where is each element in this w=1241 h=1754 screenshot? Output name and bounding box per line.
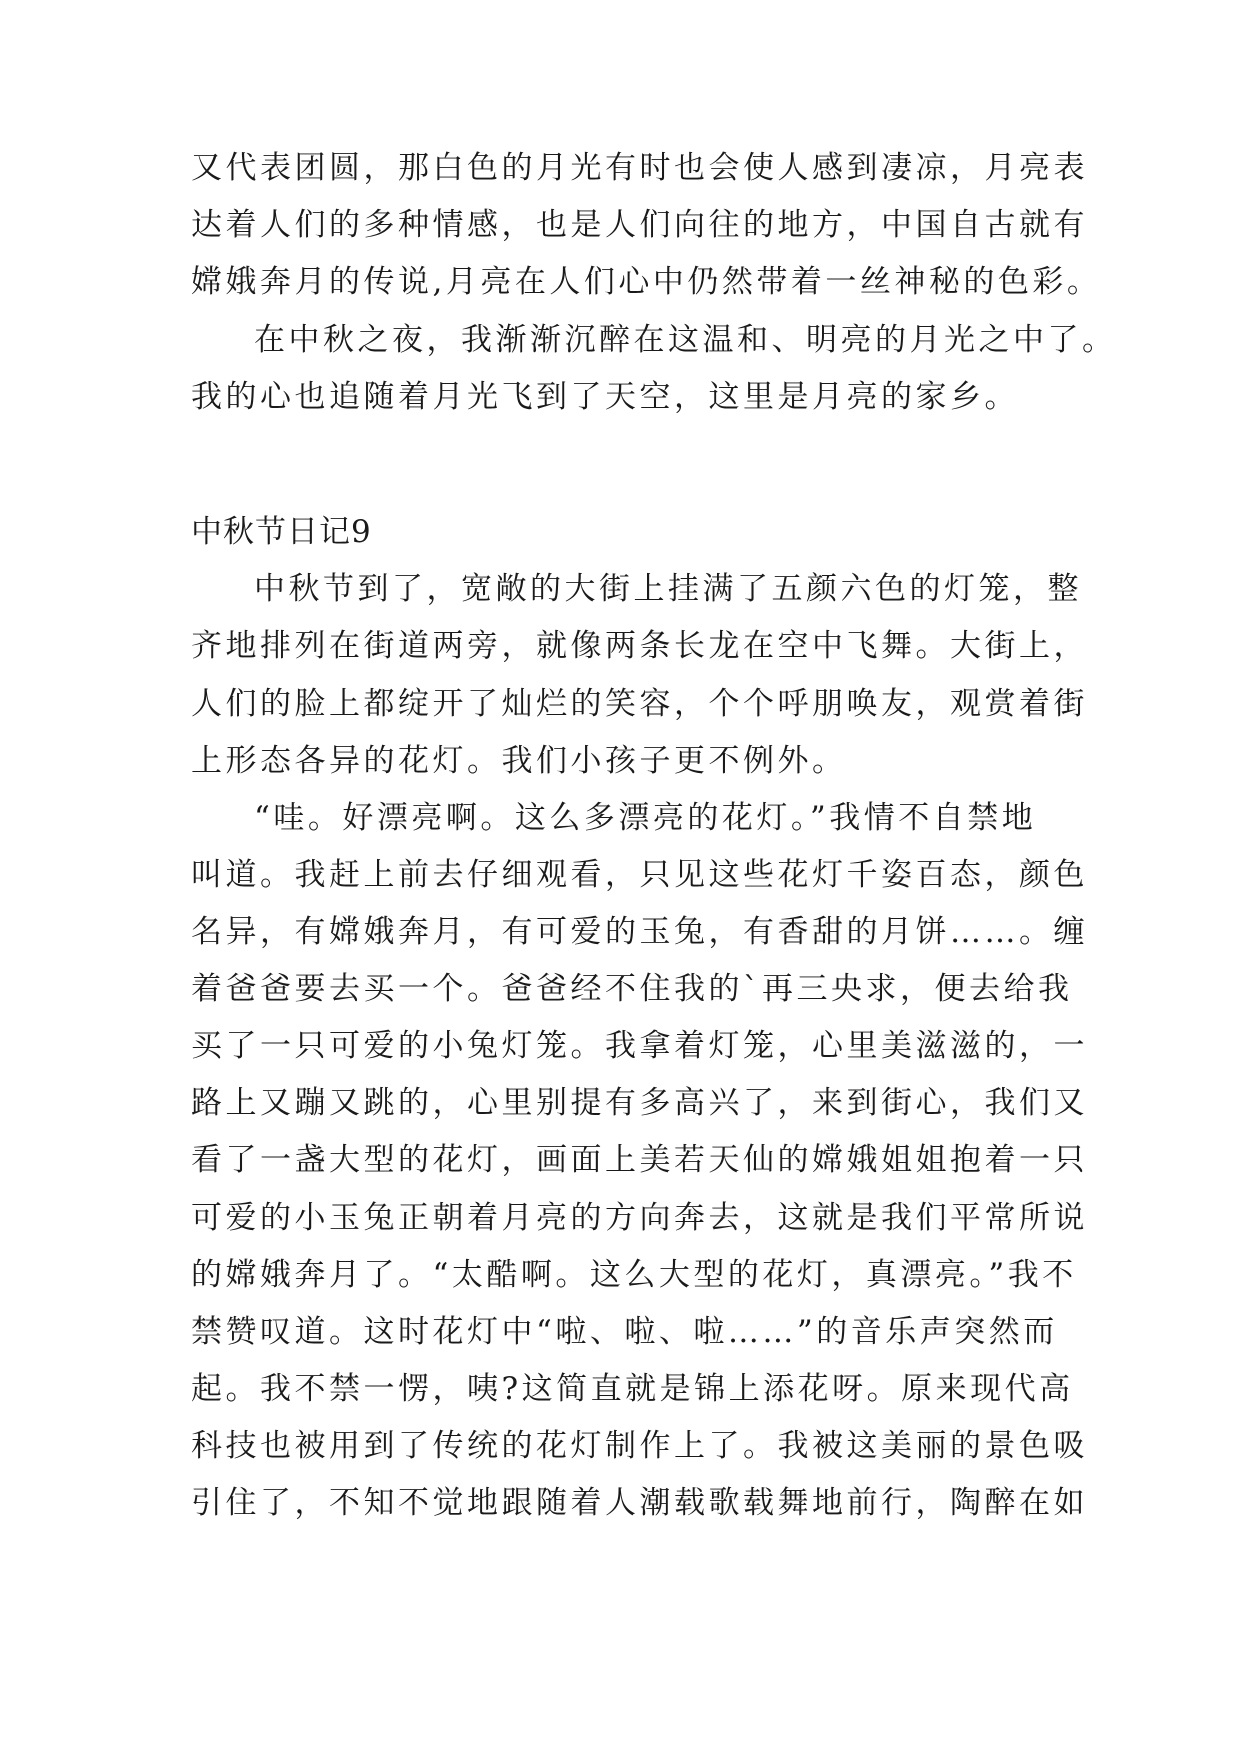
paragraph-line: 禁赞叹道。这时花灯中“啦、啦、啦……”的音乐声突然而 [191, 1314, 1058, 1350]
paragraph-first-line: 中秋节到了，宽敞的大街上挂满了五颜六色的灯笼，整 [254, 571, 1082, 607]
paragraph-line: 齐地排列在街道两旁，就像两条长龙在空中飞舞。大街上， [191, 628, 1088, 664]
paragraph-line: 可爱的小玉兔正朝着月亮的方向奔去，这就是我们平常所说 [191, 1200, 1088, 1236]
paragraph-line: 买了一只可爱的小兔灯笼。我拿着灯笼，心里美滋滋的，一 [191, 1028, 1088, 1064]
paragraph-line: 我的心也追随着月光飞到了天空，这里是月亮的家乡。 [191, 379, 1019, 415]
paragraph-line: 起。我不禁一愣，咦?这简直就是锦上添花呀。原来现代高 [191, 1371, 1074, 1407]
section-heading: 中秋节日记9 [191, 514, 372, 550]
paragraph-line: 科技也被用到了传统的花灯制作上了。我被这美丽的景色吸 [191, 1428, 1088, 1464]
paragraph-line: 嫦娥奔月的传说,月亮在人们心中仍然带着一丝神秘的色彩。 [191, 264, 1102, 300]
paragraph-line: 上形态各异的花灯。我们小孩子更不例外。 [191, 743, 847, 779]
paragraph-line: 着爸爸要去买一个。爸爸经不住我的`再三央求，便去给我 [191, 971, 1073, 1007]
paragraph-line: 又代表团圆，那白色的月光有时也会使人感到凄凉，月亮表 [191, 150, 1088, 186]
paragraph-line: 的嫦娥奔月了。“太酷啊。这么大型的花灯，真漂亮。”我不 [191, 1257, 1077, 1293]
paragraph-first-line: 在中秋之夜，我渐渐沉醉在这温和、明亮的月光之中了。 [254, 322, 1117, 358]
paragraph-line: 达着人们的多种情感，也是人们向往的地方，中国自古就有 [191, 207, 1088, 243]
paragraph-line: 叫道。我赶上前去仔细观看，只见这些花灯千姿百态，颜色 [191, 857, 1088, 893]
paragraph-first-line: “哇。好漂亮啊。这么多漂亮的花灯。”我情不自禁地 [254, 800, 1037, 836]
paragraph-line: 名异，有嫦娥奔月，有可爱的玉兔，有香甜的月饼……。缠 [191, 914, 1088, 950]
paragraph-line: 引住了，不知不觉地跟随着人潮载歌载舞地前行，陶醉在如 [191, 1485, 1088, 1521]
paragraph-line: 路上又蹦又跳的，心里别提有多高兴了，来到街心，我们又 [191, 1085, 1088, 1121]
paragraph-line: 人们的脸上都绽开了灿烂的笑容，个个呼朋唤友，观赏着街 [191, 686, 1088, 722]
paragraph-line: 看了一盏大型的花灯，画面上美若天仙的嫦娥姐姐抱着一只 [191, 1142, 1088, 1178]
